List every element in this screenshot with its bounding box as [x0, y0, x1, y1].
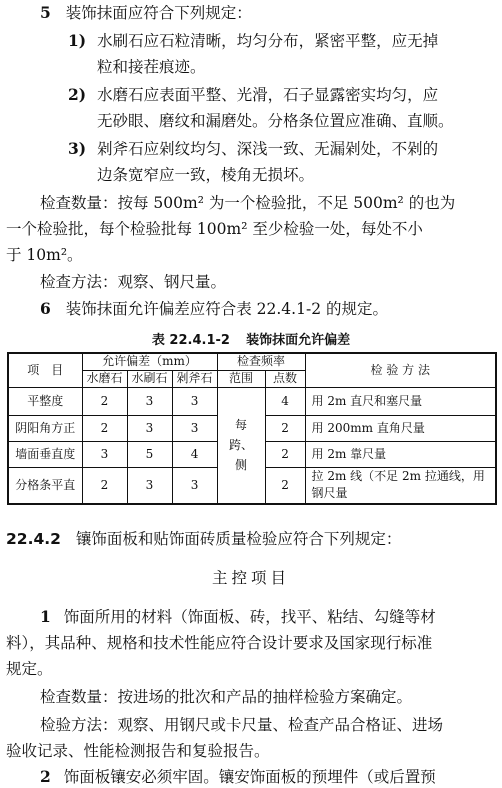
inspection-method-2-line-2: 验收记录、性能检测报告和复验报告。	[6, 742, 270, 760]
subclause-text: 水刷石应石粒清晰，均匀分布，紧密平整，应无掉	[97, 32, 439, 50]
row-points: 4	[265, 387, 305, 415]
subclause-text: 水磨石应表面平整、光滑，石子显露密实均匀，应	[97, 86, 439, 104]
subclause-2-line-2: 无砂眼、磨纹和漏磨处。分格条位置应准确、直顺。	[97, 112, 454, 130]
row-item: 墙面垂直度	[8, 441, 82, 467]
row-value: 2	[82, 387, 127, 415]
inspection-quantity-line-3: 于 10m²。	[6, 246, 83, 264]
row-points: 2	[265, 467, 305, 504]
row-value: 3	[172, 415, 217, 441]
subclause-1-line-1	[68, 31, 438, 51]
row-value: 2	[82, 415, 127, 441]
clause-5	[40, 3, 252, 23]
inspection-quantity-2: 检查数量：按进场的批次和产品的抽样检验方案确定。	[40, 688, 413, 706]
section-22-4-2	[6, 529, 401, 549]
header-washed-granite: 水刷石	[127, 370, 172, 387]
table-header-row-1	[8, 353, 496, 370]
row-value: 3	[172, 467, 217, 504]
row-points: 2	[265, 415, 305, 441]
header-axed-stone: 剁斧石	[172, 370, 217, 387]
section-number: 22.4.2	[6, 530, 61, 548]
row-method: 用 2m 直尺和塞尺量	[305, 387, 496, 415]
inspection-method: 检查方法：观察、钢尺量。	[40, 273, 227, 291]
subclause-number: 1)	[68, 31, 87, 50]
table-caption	[0, 333, 502, 349]
subclause-3-line-1	[68, 139, 438, 159]
row-value: 4	[172, 441, 217, 467]
clause-number: 5	[40, 3, 51, 22]
item-2-line-1	[40, 767, 436, 787]
subclause-text: 剁斧石应剁纹均匀、深浅一致、无漏剁处，不剁的	[97, 140, 439, 158]
clause-text: 装饰抹面允许偏差应符合表 22.4.1-2 的规定。	[65, 300, 388, 318]
row-value: 3	[127, 387, 172, 415]
row-points: 2	[265, 441, 305, 467]
clause-number: 6	[40, 299, 51, 318]
inspection-quantity-line-2: 一个检验批，每个检验批每 100m² 至少检验一处，每处不小	[6, 220, 423, 238]
row-method: 用 2m 靠尺量	[305, 441, 496, 467]
header-check-frequency: 检查频率	[217, 353, 305, 370]
subclause-3-line-2: 边条宽窄应一致，棱角无损坏。	[97, 166, 315, 184]
item-1-line-2: 料），其品种、规格和技术性能应符合设计要求及国家现行标准	[6, 634, 433, 652]
tolerance-table	[7, 352, 497, 505]
row-value: 2	[82, 467, 127, 504]
header-allowed-deviation: 允许偏差（mm）	[82, 353, 217, 370]
table-title: 装饰抹面允许偏差	[246, 333, 351, 348]
item-number: 2	[40, 767, 51, 786]
clause-6	[40, 299, 388, 319]
header-item: 项 目	[8, 353, 82, 387]
item-1-line-3: 规定。	[6, 660, 53, 678]
row-value: 5	[127, 441, 172, 467]
header-points: 点数	[265, 370, 305, 387]
table-row	[8, 387, 496, 415]
header-method: 检 验 方 法	[305, 353, 496, 387]
table-number: 表 22.4.1-2	[151, 333, 230, 348]
item-text: 饰面所用的材料（饰面板、砖，找平、粘结、勾缝等材	[63, 608, 436, 626]
clause-text: 装饰抹面应符合下列规定：	[65, 4, 252, 22]
row-value: 3	[127, 415, 172, 441]
merged-range-cell: 每跨、侧	[217, 387, 265, 504]
subclause-number: 2)	[68, 85, 87, 104]
row-value: 3	[172, 387, 217, 415]
subclause-1-line-2: 粒和接茬痕迹。	[97, 58, 206, 76]
row-item: 阴阳角方正	[8, 415, 82, 441]
item-number: 1	[40, 607, 51, 626]
item-text: 饰面板镶安必须牢固。镶安饰面板的预埋件（或后置预	[63, 768, 436, 786]
section-text: 镶饰面板和贴饰面砖质量检验应符合下列规定：	[75, 530, 402, 548]
main-control-items-heading: 主控项目	[211, 569, 290, 587]
subclause-number: 3)	[68, 139, 87, 158]
header-terrazzo: 水磨石	[82, 370, 127, 387]
item-1-line-1	[40, 607, 436, 627]
row-item: 分格条平直	[8, 467, 82, 504]
inspection-method-2-line-1: 检验方法：观察、用钢尺或卡尺量、检查产品合格证、进场	[40, 716, 444, 734]
row-method: 拉 2m 线（不足 2m 拉通线，用钢尺量	[305, 467, 496, 504]
row-value: 3	[127, 467, 172, 504]
subclause-2-line-1	[68, 85, 438, 105]
row-value: 3	[82, 441, 127, 467]
inspection-quantity-line-1: 检查数量：按每 500m² 为一个检验批，不足 500m² 的也为	[40, 194, 456, 212]
row-method: 用 200mm 直角尺量	[305, 415, 496, 441]
header-range: 范围	[217, 370, 265, 387]
row-item: 平整度	[8, 387, 82, 415]
